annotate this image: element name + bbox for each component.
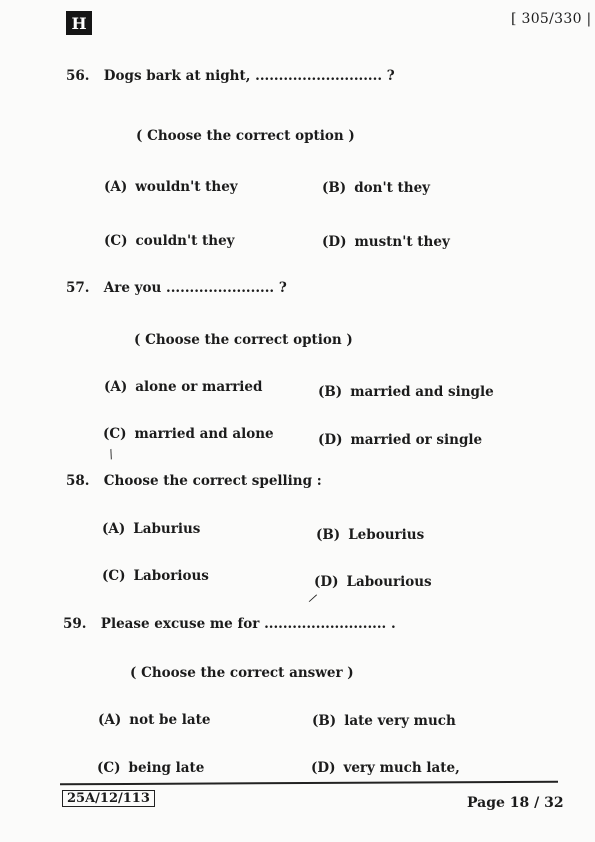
page-number: Page 18 / 32 bbox=[467, 795, 564, 811]
option-label: (C) bbox=[104, 233, 128, 249]
option-text: couldn't they bbox=[135, 233, 235, 249]
option-a[interactable] bbox=[104, 179, 238, 195]
question-number: 56. bbox=[66, 68, 90, 84]
option-a[interactable] bbox=[98, 712, 210, 728]
option-text: married or single bbox=[350, 432, 483, 448]
option-label: (B) bbox=[318, 384, 343, 400]
question-stem: Choose the correct spelling : bbox=[103, 473, 322, 489]
option-text: very much late, bbox=[343, 760, 460, 776]
option-text: being late bbox=[128, 760, 205, 776]
question-number: 58. bbox=[66, 473, 90, 489]
question-instruction: ( Choose the correct option ) bbox=[136, 128, 355, 144]
option-text: alone or married bbox=[135, 379, 263, 395]
option-label: (B) bbox=[316, 527, 341, 543]
footer-rule bbox=[60, 781, 558, 785]
option-d[interactable] bbox=[318, 432, 482, 448]
option-b[interactable] bbox=[322, 180, 430, 196]
option-text: wouldn't they bbox=[135, 179, 238, 195]
option-text: late very much bbox=[344, 713, 456, 729]
option-label: (A) bbox=[98, 712, 122, 728]
option-c[interactable] bbox=[102, 568, 209, 584]
question-58 bbox=[66, 473, 322, 489]
option-text: married and single bbox=[350, 384, 494, 400]
option-text: married and alone bbox=[134, 426, 274, 442]
option-label: (C) bbox=[97, 760, 121, 776]
option-text: Laborious bbox=[133, 568, 209, 584]
pencil-mark-icon: / bbox=[106, 446, 116, 462]
question-59 bbox=[63, 616, 396, 632]
question-56 bbox=[66, 68, 395, 84]
option-text: don't they bbox=[354, 180, 430, 196]
option-d[interactable] bbox=[311, 760, 460, 776]
option-label: (D) bbox=[314, 574, 339, 590]
option-c[interactable] bbox=[103, 426, 274, 442]
option-label: (C) bbox=[102, 568, 126, 584]
option-label: (D) bbox=[318, 432, 343, 448]
option-text: Laburius bbox=[133, 521, 201, 537]
option-b[interactable] bbox=[318, 384, 494, 400]
paper-code: [ 305/330 | bbox=[511, 11, 592, 27]
question-stem: Dogs bark at night, ........................... ? bbox=[103, 68, 395, 84]
option-label: (C) bbox=[103, 426, 127, 442]
option-text: not be late bbox=[129, 712, 211, 728]
option-b[interactable] bbox=[312, 713, 456, 729]
option-text: Labourious bbox=[346, 574, 432, 590]
question-number: 59. bbox=[63, 616, 87, 632]
option-label: (D) bbox=[311, 760, 336, 776]
option-d[interactable] bbox=[314, 574, 432, 590]
option-label: (B) bbox=[322, 180, 347, 196]
question-stem: Are you ....................... ? bbox=[103, 280, 287, 296]
option-label: (D) bbox=[322, 234, 347, 250]
question-stem: Please excuse me for .......................... . bbox=[100, 616, 396, 632]
question-number: 57. bbox=[66, 280, 90, 296]
option-d[interactable] bbox=[322, 234, 450, 250]
question-57 bbox=[66, 280, 287, 296]
option-c[interactable] bbox=[104, 233, 235, 249]
set-badge: H bbox=[66, 11, 92, 35]
footer-code: 25A/12/113 bbox=[62, 790, 155, 807]
option-label: (A) bbox=[104, 379, 128, 395]
question-instruction: ( Choose the correct option ) bbox=[134, 332, 353, 348]
question-instruction: ( Choose the correct answer ) bbox=[130, 665, 354, 681]
option-label: (B) bbox=[312, 713, 337, 729]
option-a[interactable] bbox=[104, 379, 262, 395]
option-label: (A) bbox=[104, 179, 128, 195]
option-c[interactable] bbox=[97, 760, 204, 776]
option-label: (A) bbox=[102, 521, 126, 537]
option-a[interactable] bbox=[102, 521, 200, 537]
option-text: Lebourius bbox=[348, 527, 425, 543]
pencil-mark-icon: / bbox=[307, 590, 319, 606]
option-b[interactable] bbox=[316, 527, 424, 543]
option-text: mustn't they bbox=[354, 234, 450, 250]
